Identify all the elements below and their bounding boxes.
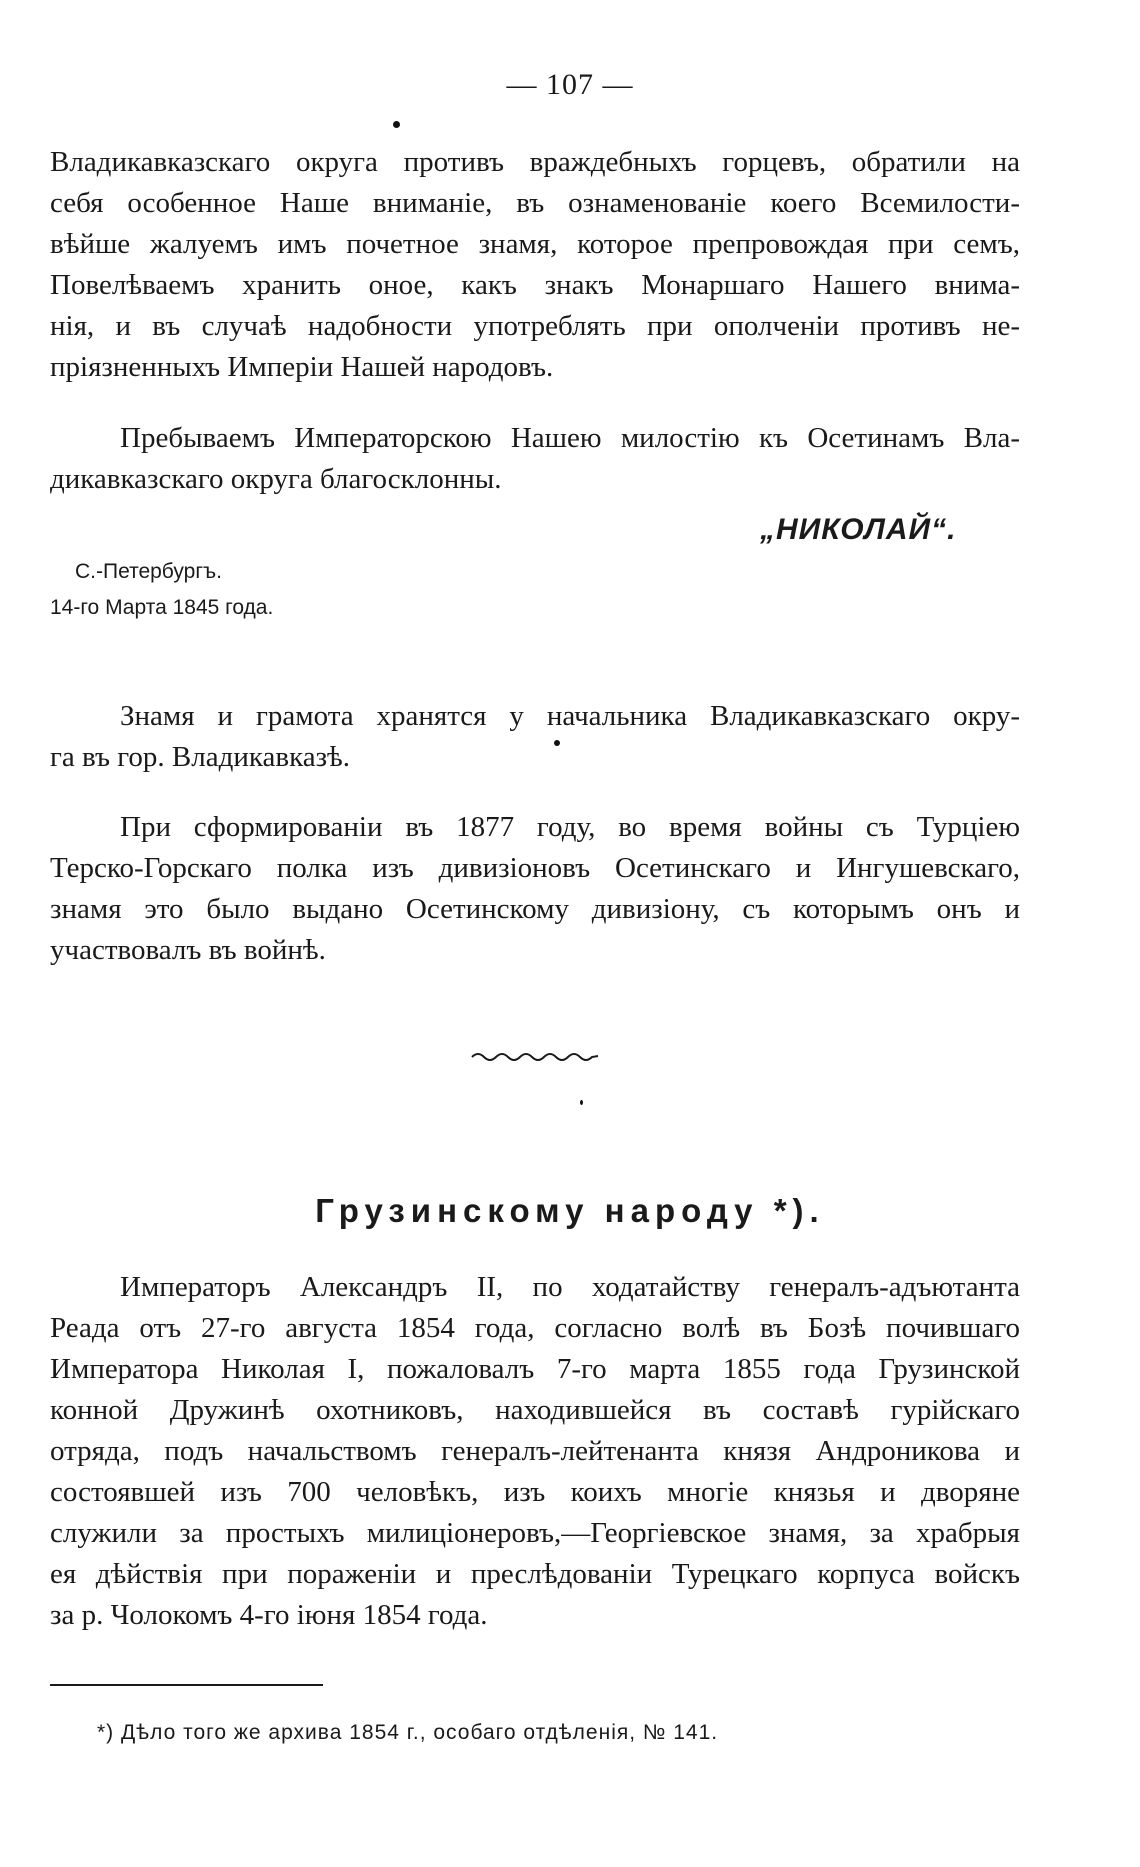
print-speck <box>580 1100 583 1105</box>
text-line: дикавказскаго округа благосклонны. <box>50 463 502 495</box>
text-line: ея дѣйствія при пораженіи и преслѣдованіи Турецкаго корпуса войскъ <box>50 1558 1020 1590</box>
signature: „НИКОЛАЙ“. <box>760 513 957 546</box>
footnote: *) Дѣло того же архива 1854 г., особаго отдѣленія, № 141. <box>97 1721 719 1744</box>
text-line: себя особенное Наше вниманіе, въ ознаменованіе коего Всемилости- <box>50 187 1020 219</box>
text-line: нія, и въ случаѣ надобности употреблять при ополченіи противъ не- <box>50 310 1020 342</box>
paragraph-georgian <box>50 1267 1020 1636</box>
date-line: 14-го Марта 1845 года. <box>50 596 274 619</box>
text-line: Пребываемъ Императорскою Нашею милостію къ Осетинамъ Вла- <box>120 422 1020 454</box>
place-line: С.-Петербургъ. <box>75 560 222 583</box>
text-line: состоявшей изъ 700 человѣкъ, изъ коихъ многіе князья и дворяне <box>50 1476 1020 1508</box>
section-title: Грузинскому народу *). <box>315 1192 825 1229</box>
text-line: Владикавказскаго округа противъ враждебныхъ горцевъ, обратили на <box>50 146 1020 178</box>
wavy-divider-icon <box>470 1047 600 1065</box>
text-line: Повелѣваемъ хранить оное, какъ знакъ Монаршаго Нашего внима- <box>50 269 1020 301</box>
text-line: конной Дружинѣ охотниковъ, находившейся въ составѣ гурійскаго <box>50 1394 1020 1426</box>
text-line: Реада отъ 27-го августа 1854 года, согласно волѣ въ Бозѣ почившаго <box>50 1312 1020 1344</box>
text-line: служили за простыхъ милиціонеровъ,—Георгіевское знамя, за храбрыя <box>50 1517 1020 1549</box>
text-line: Терско-Горскаго полка изъ дивизіоновъ Осетинскаго и Ингушевскаго, <box>50 852 1020 884</box>
print-speck <box>554 740 560 746</box>
page-number: — 107 — <box>506 68 634 101</box>
text-line: знамя это было выдано Осетинскому дивизіону, съ которымъ онъ и <box>50 893 1020 925</box>
paragraph-1877 <box>50 807 1020 971</box>
paragraph-storage <box>50 696 1020 778</box>
text-line: Знамя и грамота хранятся у начальника Владикавказскаго окру- <box>120 700 1020 732</box>
text-line: Императоръ Александръ II, по ходатайству генералъ-адъютанта <box>120 1271 1020 1303</box>
paragraph-closing <box>50 418 1020 500</box>
text-line: га въ гор. Владикавказѣ. <box>50 741 351 773</box>
text-line: При сформированіи въ 1877 году, во время войны съ Турціею <box>120 811 1020 843</box>
text-line: отряда, подъ начальствомъ генералъ-лейтенанта князя Андроникова и <box>50 1435 1020 1467</box>
footnote-divider <box>50 1684 323 1686</box>
text-line: Императора Николая I, пожаловалъ 7-го марта 1855 года Грузинской <box>50 1353 1020 1385</box>
text-line: пріязненныхъ Имперіи Нашей народовъ. <box>50 351 554 383</box>
paragraph-decree-end <box>50 142 1020 388</box>
text-line: за р. Чолокомъ 4-го іюня 1854 года. <box>50 1599 488 1631</box>
text-line: участвовалъ въ войнѣ. <box>50 934 326 966</box>
text-line: вѣйше жалуемъ имъ почетное знамя, которое препровождая при семъ, <box>50 228 1020 260</box>
print-speck <box>393 121 400 128</box>
